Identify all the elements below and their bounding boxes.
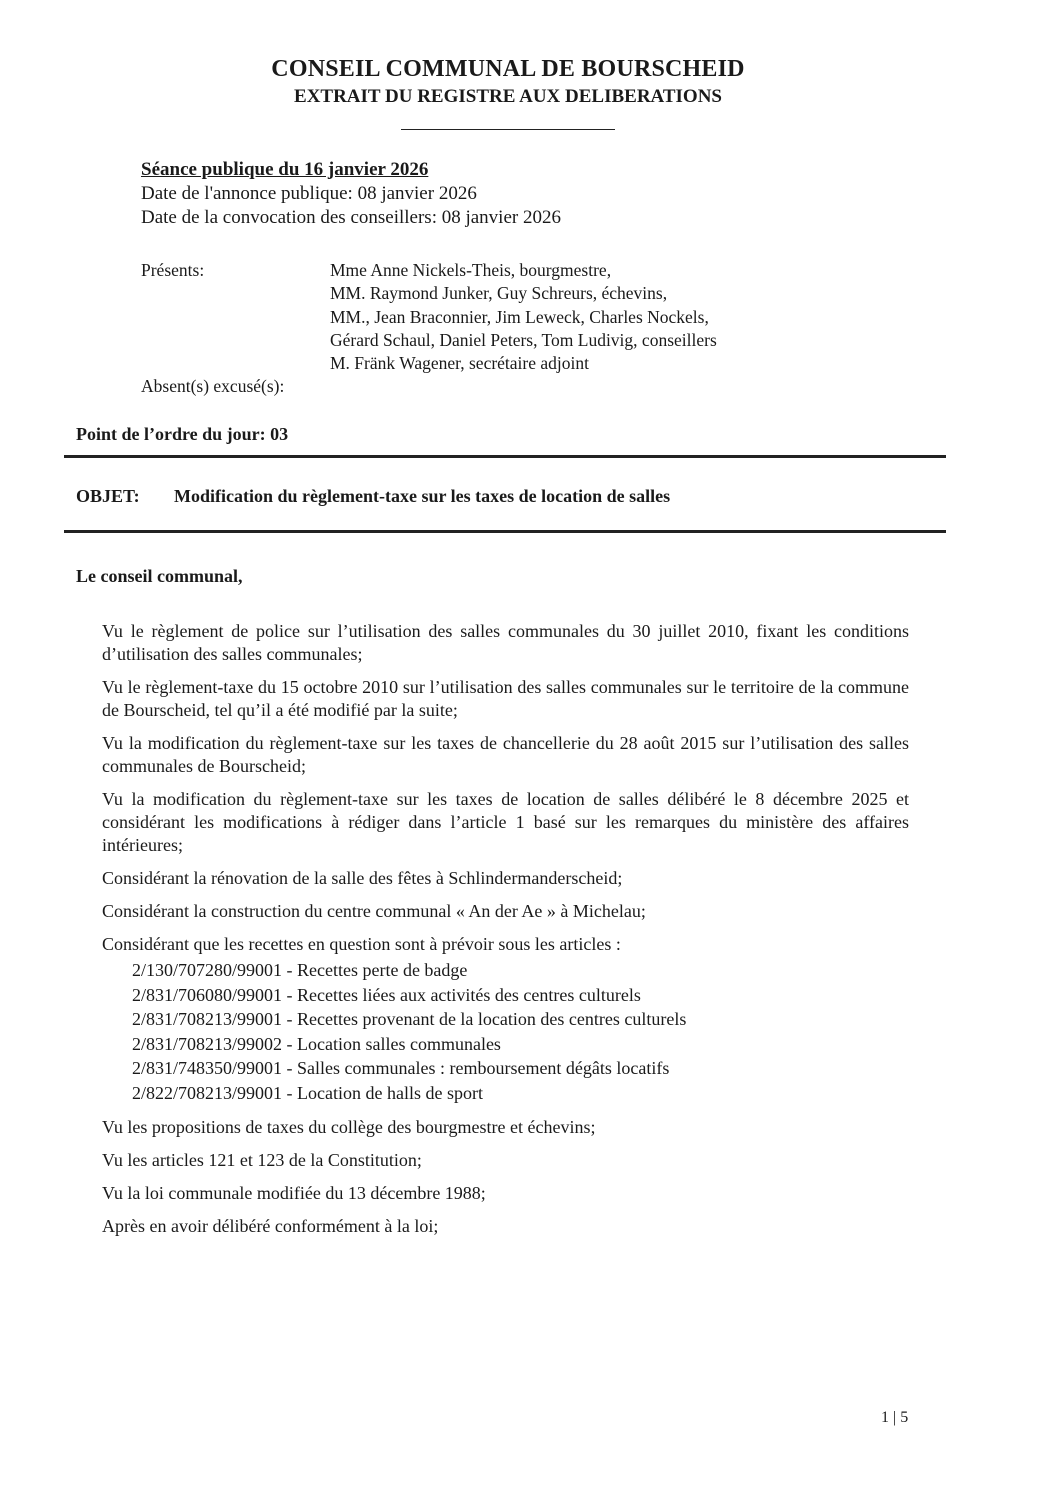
preamble-paragraph: Vu le règlement de police sur l’utilisation des salles communales du 30 juillet 2010, fixant les conditions d’utilisation des salles communales; bbox=[102, 621, 909, 664]
present-names bbox=[330, 259, 717, 375]
closing-paragraph: Après en avoir délibéré conformément à la loi; bbox=[102, 1215, 439, 1236]
objet-line bbox=[76, 486, 670, 507]
preamble-paragraph: Vu le règlement-taxe du 15 octobre 2010 sur l’utilisation des salles communales sur le territoire de la commune de Bourscheid, tel qu’il a été modifié par la suite; bbox=[102, 677, 909, 720]
present-name-line: MM., Jean Braconnier, Jim Leweck, Charles Nockels, bbox=[330, 306, 709, 327]
header-divider bbox=[401, 129, 615, 130]
budget-article-item: 2/822/708213/99001 - Location de halls de sport bbox=[132, 1082, 483, 1103]
budget-article-item: 2/831/708213/99002 - Location salles communales bbox=[132, 1033, 501, 1054]
page-number: 1 | 5 bbox=[881, 1409, 909, 1426]
absent-label: Absent(s) excusé(s): bbox=[141, 376, 285, 396]
budget-article-item: 2/831/748350/99001 - Salles communales : remboursement dégâts locatifs bbox=[132, 1058, 670, 1079]
preamble-paragraph: Vu la modification du règlement-taxe sur les taxes de chancellerie du 28 août 2015 sur l’utilisation des salles communales de Bourscheid; bbox=[102, 733, 909, 776]
objet-text: Modification du règlement-taxe sur les taxes de location de salles bbox=[174, 486, 671, 506]
objet-label: OBJET: bbox=[76, 486, 140, 506]
preamble-paragraph: Considérant que les recettes en question sont à prévoir sous les articles : bbox=[102, 934, 621, 954]
budget-articles-list bbox=[132, 958, 909, 1106]
present-name-line: Mme Anne Nickels-Theis, bourgmestre, bbox=[330, 260, 612, 280]
preamble-paragraph: Considérant la rénovation de la salle des fêtes à Schlindermanderscheid; bbox=[102, 868, 623, 888]
present-name-line: Gérard Schaul, Daniel Peters, Tom Ludivig, conseillers bbox=[330, 329, 717, 350]
present-name-line: M. Fränk Wagener, secrétaire adjoint bbox=[330, 353, 589, 374]
seance-title: Séance publique du 16 janvier 2026 bbox=[141, 159, 429, 180]
budget-article-item: 2/831/706080/99001 - Recettes liées aux activités des centres culturels bbox=[132, 984, 641, 1005]
council-title: CONSEIL COMMUNAL DE BOURSCHEID bbox=[271, 56, 745, 82]
budget-article-item: 2/831/708213/99001 - Recettes provenant de la location des centres culturels bbox=[132, 1009, 687, 1030]
section-divider-top bbox=[64, 455, 946, 458]
preamble-paragraph: Considérant la construction du centre communal « An der Ae » à Michelau; bbox=[102, 901, 646, 921]
closing-paragraph: Vu la loi communale modifiée du 13 décembre 1988; bbox=[102, 1182, 486, 1203]
seance-block bbox=[141, 158, 561, 230]
register-subtitle: EXTRAIT DU REGISTRE AUX DELIBERATIONS bbox=[294, 86, 722, 107]
section-divider-bottom bbox=[64, 530, 946, 533]
convocation-date: Date de la convocation des conseillers: 08 janvier 2026 bbox=[141, 207, 561, 228]
conseil-heading: Le conseil communal, bbox=[76, 566, 243, 586]
present-label: Présents: bbox=[141, 260, 205, 280]
budget-article-item: 2/130/707280/99001 - Recettes perte de badge bbox=[132, 960, 468, 980]
deliberation-body bbox=[102, 620, 909, 1248]
present-name-line: MM. Raymond Junker, Guy Schreurs, échevins, bbox=[330, 283, 668, 304]
agenda-point: Point de l’ordre du jour: 03 bbox=[76, 424, 289, 444]
preamble-paragraph: Vu la modification du règlement-taxe sur les taxes de location de salles délibéré le 8 décembre 2025 et considérant les modifications à rédiger dans l’article 1 basé sur les remarques du ministère des affaires intérieures; bbox=[102, 789, 909, 855]
annonce-date: Date de l'annonce publique: 08 janvier 2026 bbox=[141, 183, 477, 204]
closing-paragraph: Vu les articles 121 et 123 de la Constitution; bbox=[102, 1149, 422, 1170]
closing-paragraph: Vu les propositions de taxes du collège des bourgmestre et échevins; bbox=[102, 1116, 596, 1137]
